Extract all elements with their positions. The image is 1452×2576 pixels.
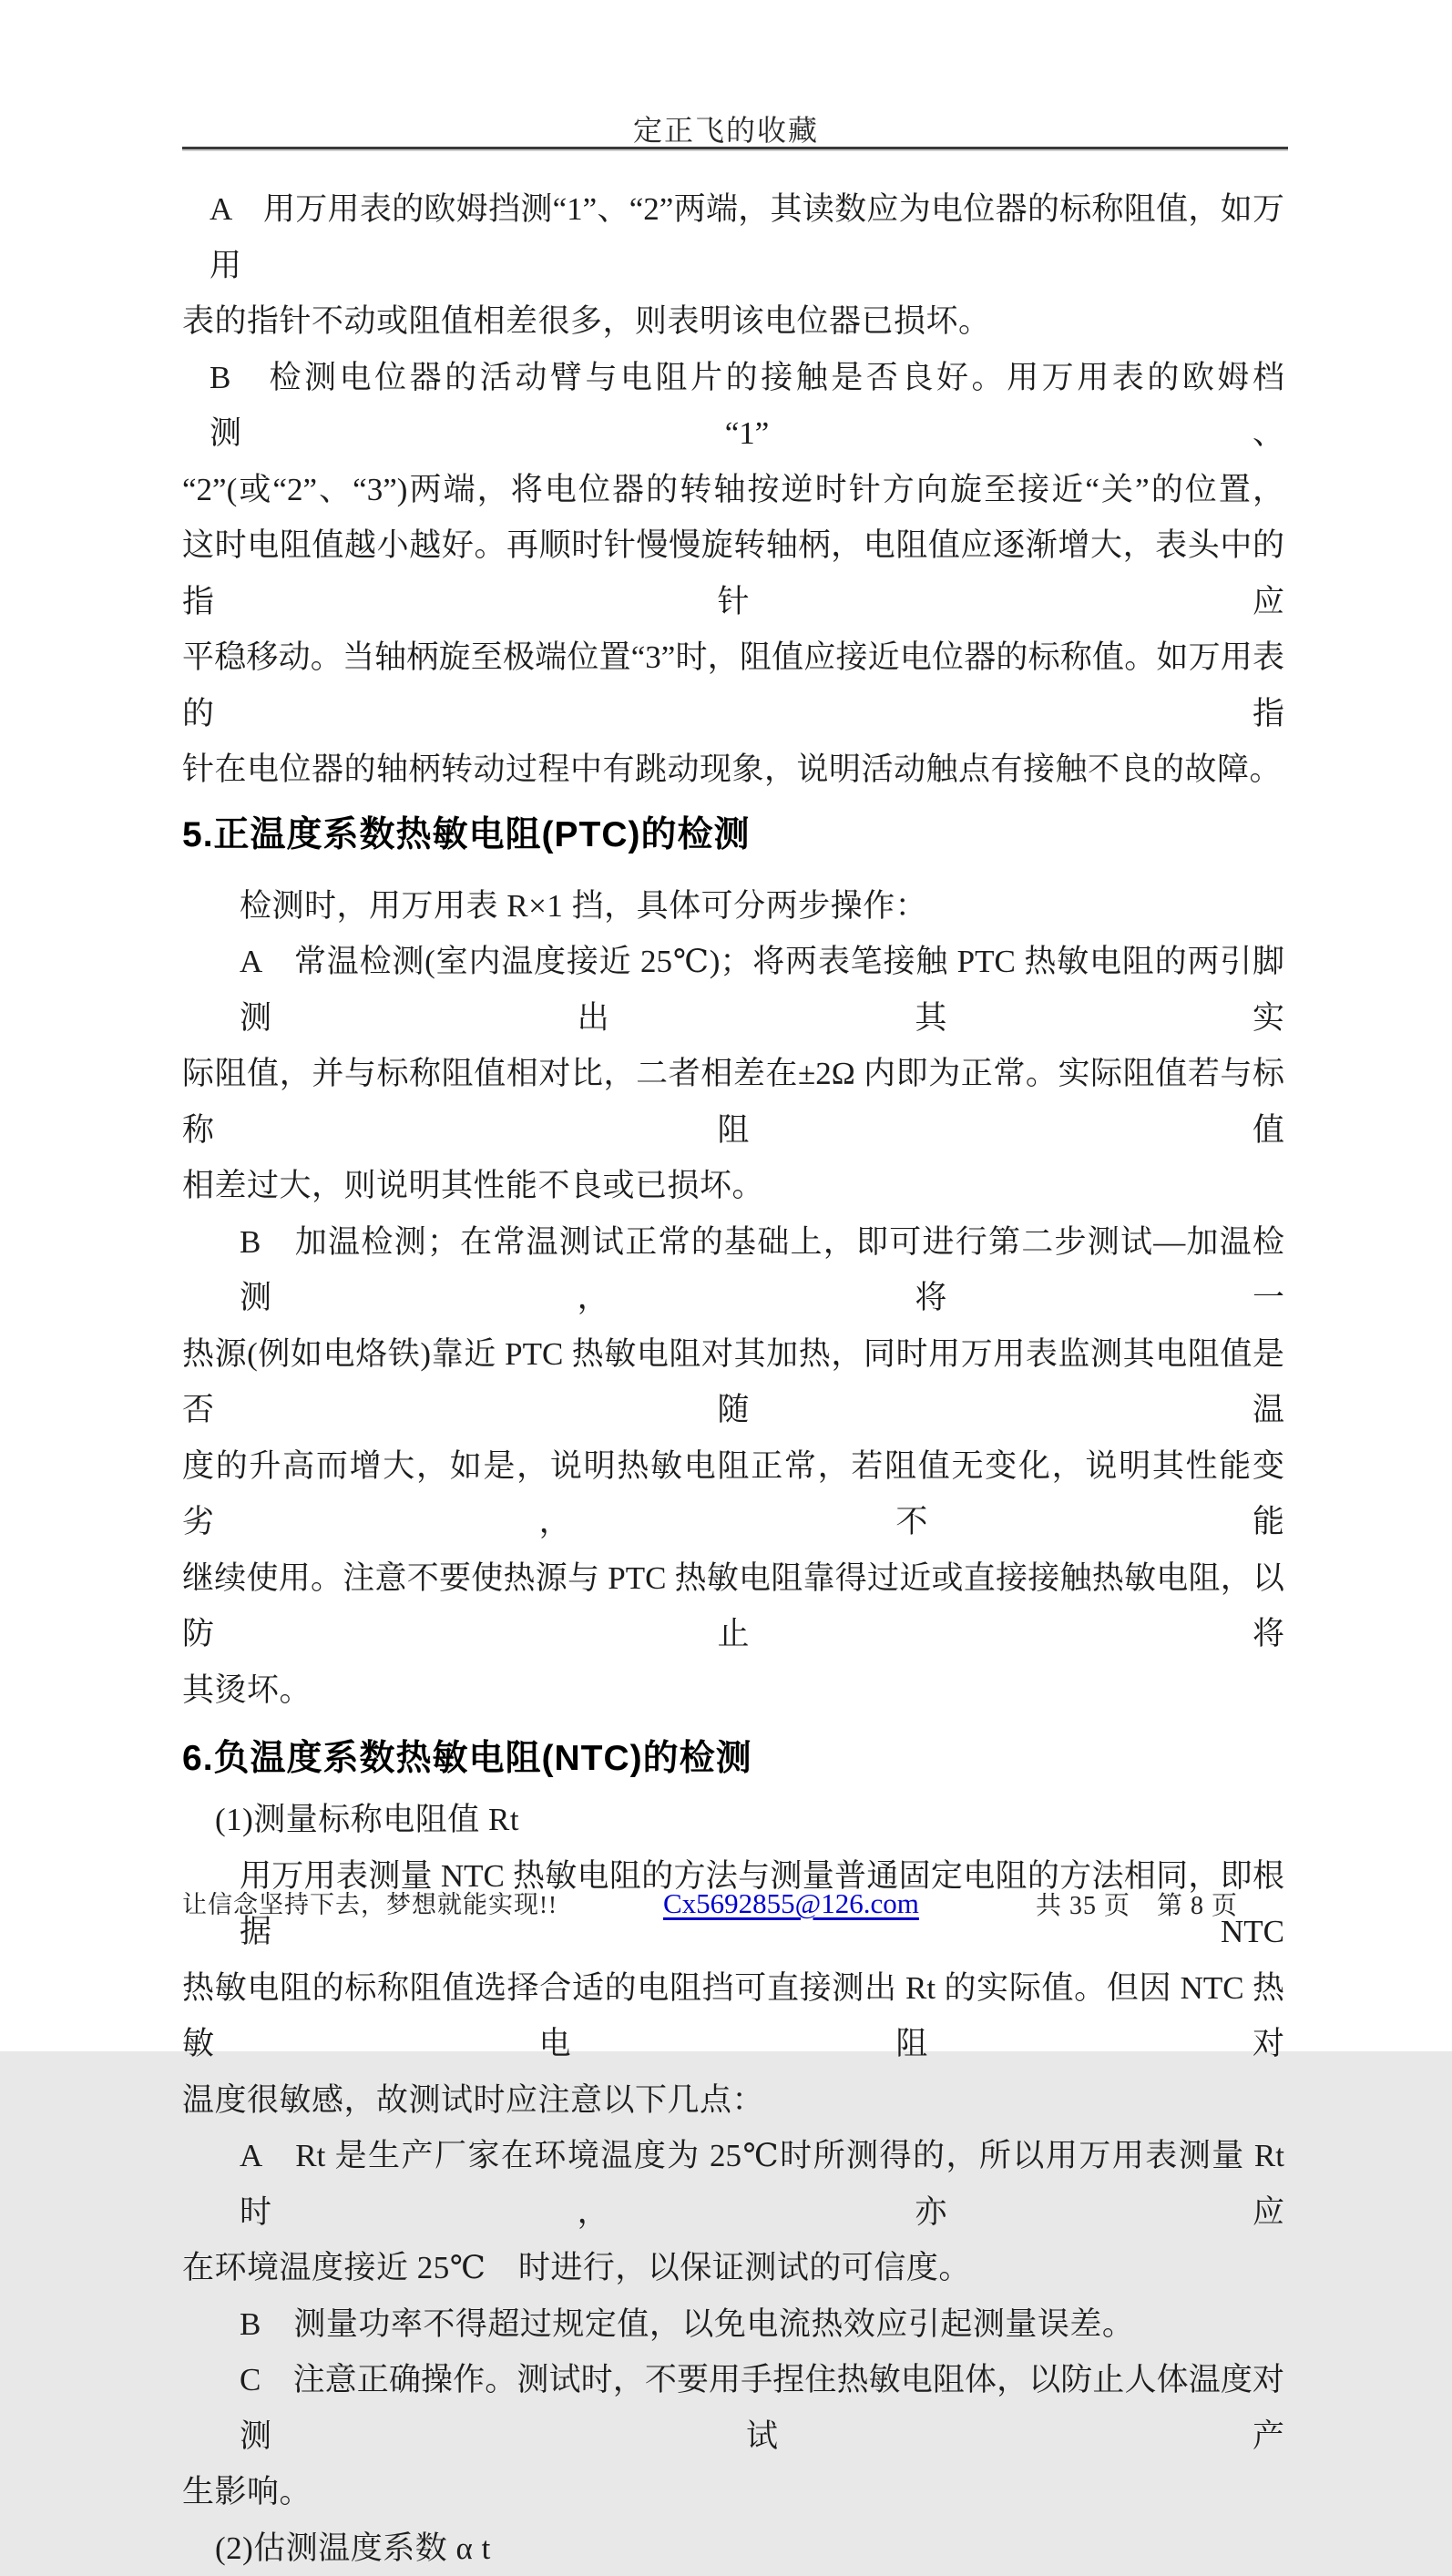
email-link[interactable]: Cx5692855@126.com bbox=[663, 1887, 919, 1920]
text-line: B 测量功率不得超过规定值，以免电流热效应引起测量误差。 bbox=[182, 2296, 1284, 2353]
text-line: B 检测电位器的活动臂与电阻片的接触是否良好。用万用表的欧姆档测“1”、 bbox=[182, 350, 1284, 462]
text-line: 热源(例如电烙铁)靠近 PTC 热敏电阻对其加热，同时用万用表监测其电阻值是否随温 bbox=[182, 1326, 1284, 1438]
text-line: (1)测量标称电阻值 Rt bbox=[182, 1792, 1284, 1848]
text-line: 度的升高而增大，如是，说明热敏电阻正常，若阻值无变化，说明其性能变劣，不能 bbox=[182, 1438, 1284, 1550]
text-line: 平稳移动。当轴柄旋至极端位置“3”时，阻值应接近电位器的标称值。如万用表的指 bbox=[182, 629, 1284, 741]
section-heading: 5.正温度系数热敏电阻(PTC)的检测 bbox=[182, 805, 1284, 865]
page-number-info: 共 35 页 第 8 页 bbox=[1036, 1891, 1238, 1922]
text-line: 继续使用。注意不要使热源与 PTC 热敏电阻靠得过近或直接接触热敏电阻，以防止将 bbox=[182, 1550, 1284, 1662]
text-line: “2”(或“2”、“3”)两端，将电位器的转轴按逆时针方向旋至接近“关”的位置， bbox=[182, 462, 1284, 518]
text-line: 在环境温度接近 25℃ 时进行，以保证测试的可信度。 bbox=[182, 2240, 1284, 2296]
footer-motto: 让信念坚持下去，梦想就能实现!! bbox=[182, 1889, 557, 1920]
text-line: 这时电阻值越小越好。再顺时针慢慢旋转轴柄，电阻值应逐渐增大，表头中的指针应 bbox=[182, 517, 1284, 629]
text-line: A Rt 是生产厂家在环境温度为 25℃时所测得的，所以用万用表测量 Rt 时，亦应 bbox=[182, 2128, 1284, 2240]
text-line: 用万用表测量 NTC 热敏电阻的方法与测量普通固定电阻的方法相同，即根据 NTC bbox=[182, 1848, 1284, 1960]
text-line: 针在电位器的轴柄转动过程中有跳动现象，说明活动触点有接触不良的故障。 bbox=[182, 741, 1284, 798]
text-line: A 用万用表的欧姆挡测“1”、“2”两端，其读数应为电位器的标称阻值，如万用 bbox=[182, 181, 1284, 293]
text-line: C 注意正确操作。测试时，不要用手捏住热敏电阻体，以防止人体温度对测试产 bbox=[182, 2352, 1284, 2464]
text-line: A 常温检测(室内温度接近 25℃)；将两表笔接触 PTC 热敏电阻的两引脚测出其实 bbox=[182, 934, 1284, 1046]
text-line: 际阻值，并与标称阻值相对比，二者相差在±2Ω 内即为正常。实际阻值若与标称阻值 bbox=[182, 1046, 1284, 1158]
document-header-title: 定正飞的收藏 bbox=[0, 107, 1452, 149]
text-line: 相差过大，则说明其性能不良或已损坏。 bbox=[182, 1158, 1284, 1214]
text-line: 检测时，用万用表 R×1 挡，具体可分两步操作： bbox=[182, 878, 1284, 935]
text-line: 热敏电阻的标称阻值选择合适的电阻挡可直接测出 Rt 的实际值。但因 NTC 热敏电阻对 bbox=[182, 1960, 1284, 2072]
text-line: B 加温检测；在常温测试正常的基础上，即可进行第二步测试—加温检测，将一 bbox=[182, 1214, 1284, 1326]
text-line: 表的指针不动或阻值相差很多，则表明该电位器已损坏。 bbox=[182, 293, 1284, 350]
document-body bbox=[182, 181, 1284, 2576]
text-line: (2)估测温度系数 α t bbox=[182, 2520, 1284, 2576]
text-line: 温度很敏感，故测试时应注意以下几点： bbox=[182, 2072, 1284, 2129]
section-heading: 6.负温度系数热敏电阻(NTC)的检测 bbox=[182, 1729, 1284, 1789]
text-line: 其烫坏。 bbox=[182, 1662, 1284, 1719]
text-line: 生影响。 bbox=[182, 2464, 1284, 2520]
header-divider bbox=[182, 147, 1288, 149]
